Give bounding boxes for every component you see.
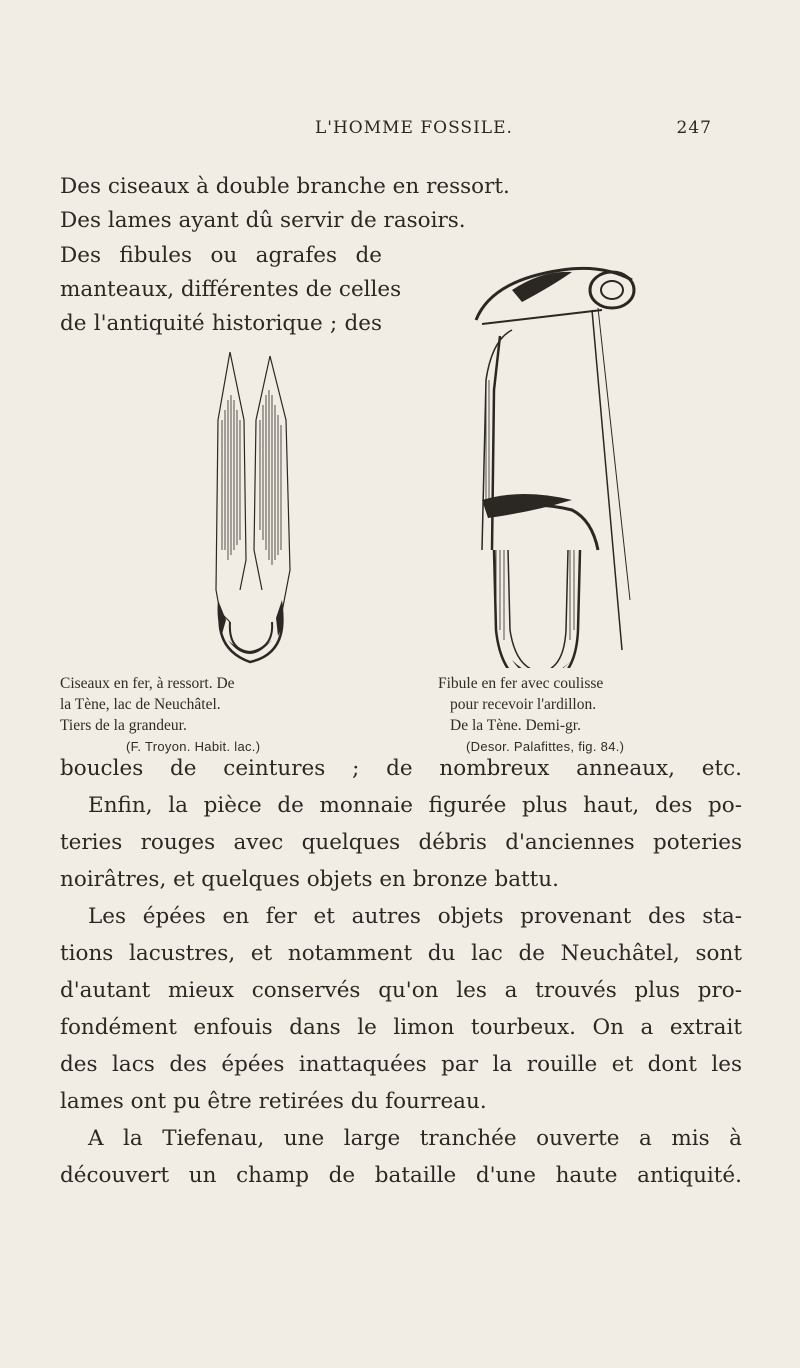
text-line: fondément enfouis dans le limon tourbeux. On a extrait — [60, 1015, 742, 1040]
caption-line: la Tène, lac de Neuchâtel. — [60, 696, 221, 713]
caption-credit: (Desor. Palafittes, fig. 84.) — [466, 739, 625, 754]
text-line: Les épées en fer et autres objets provenant des sta- — [88, 904, 742, 929]
scissors-illustration — [200, 350, 310, 668]
text-line: manteaux, différentes de celles — [60, 277, 402, 302]
text-line: Des ciseaux à double branche en ressort. — [60, 174, 510, 199]
text-line: noirâtres, et quelques objets en bronze battu. — [60, 867, 559, 892]
caption-line: De la Tène. Demi-gr. — [450, 717, 581, 734]
caption-credit: (F. Troyon. Habit. lac.) — [126, 739, 261, 754]
page-number: 247 — [676, 118, 712, 138]
text-line: de l'antiquité historique ; des — [60, 311, 382, 336]
text-line: découvert un champ de bataille d'une haute antiquité. — [60, 1163, 742, 1188]
text-line: teries rouges avec quelques débris d'anciennes poteries — [60, 830, 742, 855]
text-line: lames ont pu être retirées du fourreau. — [60, 1089, 487, 1114]
right-figure-caption — [438, 673, 738, 757]
caption-line: Ciseaux en fer, à ressort. De — [60, 675, 235, 692]
fibula-illustration — [452, 250, 652, 668]
caption-line: Tiers de la grandeur. — [60, 717, 187, 734]
caption-line: Fibule en fer avec coulisse — [438, 675, 604, 692]
text-line: tions lacustres, et notamment du lac de Neuchâtel, sont — [60, 941, 742, 966]
page-header — [120, 118, 712, 142]
text-line: Des lames ayant dû servir de rasoirs. — [60, 208, 466, 233]
text-line: A la Tiefenau, une large tranchée ouverte a mis à — [88, 1126, 742, 1151]
caption-line: pour recevoir l'ardillon. — [450, 696, 597, 713]
running-title: L'HOMME FOSSILE. — [315, 118, 513, 138]
text-line: d'autant mieux conservés qu'on les a trouvés plus pro- — [60, 978, 742, 1003]
text-line: Enfin, la pièce de monnaie figurée plus haut, des po- — [88, 793, 742, 818]
text-line: des lacs des épées inattaquées par la rouille et dont les — [60, 1052, 742, 1077]
text-line: boucles de ceintures ; de nombreux anneaux, etc. — [60, 756, 742, 781]
left-figure-caption — [60, 673, 310, 757]
text-line: Des fibules ou agrafes de — [60, 243, 382, 268]
